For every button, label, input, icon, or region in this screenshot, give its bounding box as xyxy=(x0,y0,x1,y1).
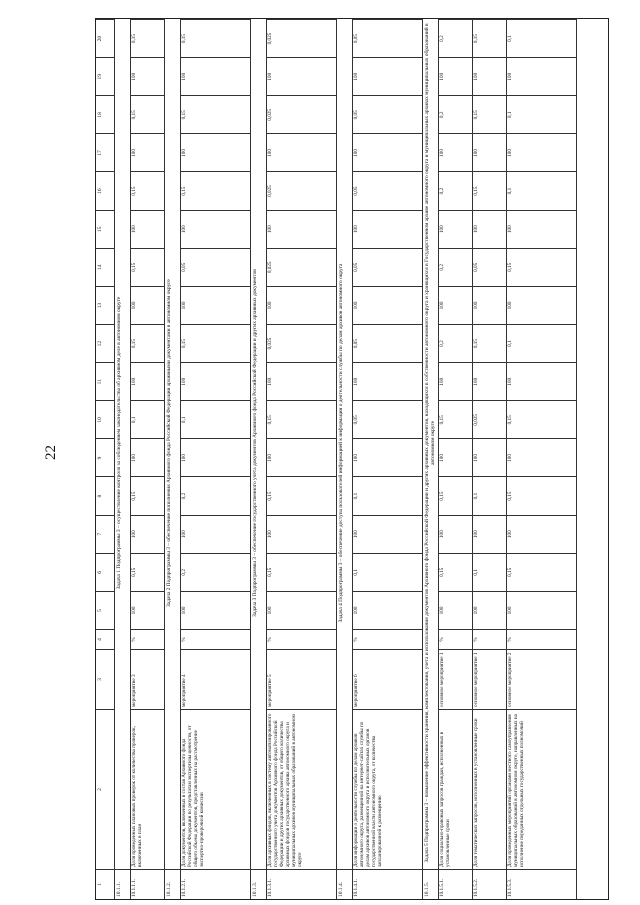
cell-col-4: 4 xyxy=(96,629,114,649)
cell-col-7: 100 xyxy=(180,515,250,553)
cell-col-8: 0,1 xyxy=(352,477,422,515)
cell-col-1: 10.1.3.1. xyxy=(266,869,336,899)
section-row xyxy=(164,19,181,899)
cell-col-14: 0,025 xyxy=(266,248,336,286)
cell-col-4: % xyxy=(266,629,336,649)
section-id: 10.1.1. xyxy=(114,869,130,899)
cell-col-9: 100 xyxy=(266,438,336,476)
table-row xyxy=(130,19,165,899)
cell-col-13: 100 xyxy=(180,286,250,324)
cell-col-12: 0,05 xyxy=(352,324,422,362)
cell-col-14: 0,05 xyxy=(472,248,506,286)
cell-col-20: 20 xyxy=(96,19,114,57)
cell-col-1: 10.1.1.1. xyxy=(130,869,164,899)
cell-col-3: 3 xyxy=(96,649,114,709)
cell-col-14: 14 xyxy=(96,248,114,286)
cell-col-3: мероприятие 5 xyxy=(266,649,336,709)
page-number: 22 xyxy=(43,445,59,460)
cell-col-16: 0,1 xyxy=(506,172,576,210)
cell-col-20: 0,15 xyxy=(130,19,164,57)
table-row xyxy=(266,19,337,899)
cell-col-7: 7 xyxy=(96,515,114,553)
cell-col-19: 100 xyxy=(506,57,576,95)
cell-col-14: 0,05 xyxy=(180,248,250,286)
cell-col-18: 0,1 xyxy=(506,95,576,133)
cell-col-12: 0,15 xyxy=(180,324,250,362)
cell-col-8: 0,15 xyxy=(266,477,336,515)
section-title: Задача 5 Подпрограммы 3 – повышение эффективности хранения, комплектования, учета и использования документов Архивного фонда Российской Федерации и других архивных документов, находящихся в собственности автономного округа и хранящихся в Государственном архиве автономного округа и муниципальных архивах муниципальных образований в автономном округе xyxy=(424,23,436,863)
cell-col-9: 100 xyxy=(438,438,472,476)
cell-col-10: 0,025 xyxy=(472,400,506,438)
cell-col-20: 0,1 xyxy=(506,19,576,57)
cell-col-1: 10.1.2.1. xyxy=(180,869,250,899)
cell-col-17: 17 xyxy=(96,133,114,171)
cell-col-7: 100 xyxy=(266,515,336,553)
table-row xyxy=(506,19,577,899)
cell-col-10: 0,15 xyxy=(438,400,472,438)
cell-col-18: 0,05 xyxy=(352,95,422,133)
cell-col-11: 100 xyxy=(506,362,576,400)
cell-col-10: 0,15 xyxy=(506,400,576,438)
indicator-table xyxy=(95,18,609,900)
cell-col-5: 100 xyxy=(438,591,472,629)
cell-col-17: 100 xyxy=(506,133,576,171)
cell-col-12: 0,025 xyxy=(266,324,336,362)
cell-col-2: 2 xyxy=(96,709,114,869)
section-row xyxy=(114,19,131,899)
section-title: Задача 2 Подпрограммы 3 – обеспечение пополнения Архивного фонда Российской Федерации архивными документами в автономном округе xyxy=(166,279,172,607)
cell-col-15: 100 xyxy=(266,210,336,248)
section-id: 10.1.4. xyxy=(336,869,352,899)
section-id: 10.1.5. xyxy=(422,869,438,899)
cell-col-14: 0,15 xyxy=(130,248,164,286)
cell-col-17: 100 xyxy=(130,133,164,171)
cell-col-9: 100 xyxy=(130,438,164,476)
cell-col-16: 0,025 xyxy=(266,172,336,210)
cell-col-10: 0,05 xyxy=(352,400,422,438)
cell-col-15: 100 xyxy=(180,210,250,248)
cell-col-9: 100 xyxy=(352,438,422,476)
cell-col-4: % xyxy=(438,629,472,649)
cell-col-20: 0,05 xyxy=(352,19,422,57)
cell-col-17: 100 xyxy=(352,133,422,171)
cell-col-6: 6 xyxy=(96,553,114,591)
cell-col-15: 15 xyxy=(96,210,114,248)
cell-col-13: 100 xyxy=(506,286,576,324)
cell-col-17: 100 xyxy=(266,133,336,171)
table-header-row xyxy=(96,19,115,899)
section-title: Задача 3 Подпрограммы 3 – обеспечение государственного учета документов Архивного фонда Российской Федерации и других архивных документов xyxy=(252,269,258,617)
cell-col-4: % xyxy=(472,629,506,649)
cell-col-18: 0,15 xyxy=(130,95,164,133)
cell-col-11: 100 xyxy=(130,362,164,400)
cell-col-13: 100 xyxy=(438,286,472,324)
table-row xyxy=(472,19,507,899)
cell-col-15: 100 xyxy=(506,210,576,248)
section-row xyxy=(250,19,267,899)
cell-col-19: 100 xyxy=(130,57,164,95)
cell-col-7: 100 xyxy=(506,515,576,553)
cell-col-8: 0,15 xyxy=(130,477,164,515)
cell-col-5: 100 xyxy=(266,591,336,629)
section-row xyxy=(336,19,353,899)
cell-col-6: 0,15 xyxy=(506,553,576,591)
cell-col-14: 0,15 xyxy=(506,248,576,286)
cell-col-13: 100 xyxy=(130,286,164,324)
cell-col-2: Доля архивных фондов, включенных в систему автоматизированного государственного учета документов Архивного фонда Российской Федерации и других архивных документов, от общего количества архивных фондов государственного архива автономного округа и муниципальных архивов муниципальных образований в автономном округе xyxy=(266,709,336,869)
section-title: Задача 4 Подпрограммы 3 – обеспечение доступа пользователей информацией к информации о деятельности службы по делам архивов автономного округа xyxy=(338,263,344,623)
section-title: Задача 1 Подпрограммы 3 – осуществление контроля за соблюдением законодательства об архивном деле в автономном округе xyxy=(116,296,122,590)
cell-col-16: 0,15 xyxy=(130,172,164,210)
cell-col-7: 100 xyxy=(472,515,506,553)
cell-col-11: 100 xyxy=(180,362,250,400)
cell-col-2: Доля документов, включенных в состав Архивного фонда Российской Федерации по результатам экспертизы ценности, от общего объема документов, представленных на рассмотрение экспертно-проверочной комиссии xyxy=(180,709,250,869)
cell-col-5: 100 xyxy=(506,591,576,629)
cell-col-16: 0,05 xyxy=(352,172,422,210)
cell-col-19: 100 xyxy=(472,57,506,95)
cell-col-4: % xyxy=(506,629,576,649)
table-row xyxy=(438,19,473,899)
cell-col-4: % xyxy=(130,629,164,649)
table-row xyxy=(180,19,251,899)
cell-col-8: 0,2 xyxy=(180,477,250,515)
cell-col-12: 0,15 xyxy=(472,324,506,362)
cell-col-15: 100 xyxy=(130,210,164,248)
cell-col-1: 10.1.5.2. xyxy=(472,869,506,899)
cell-col-3: мероприятие 3 xyxy=(130,649,164,709)
cell-col-16: 0,15 xyxy=(180,172,250,210)
cell-col-7: 100 xyxy=(130,515,164,553)
cell-col-20: 0,15 xyxy=(472,19,506,57)
cell-col-10: 0,1 xyxy=(130,400,164,438)
cell-col-6: 0,2 xyxy=(180,553,250,591)
cell-col-9: 100 xyxy=(472,438,506,476)
cell-col-8: 8 xyxy=(96,477,114,515)
cell-col-1: 10.1.5.1. xyxy=(438,869,472,899)
cell-col-6: 0,15 xyxy=(130,553,164,591)
cell-col-10: 0,15 xyxy=(266,400,336,438)
cell-col-17: 100 xyxy=(472,133,506,171)
section-id: 10.1.2. xyxy=(164,869,180,899)
cell-col-8: 0,1 xyxy=(472,477,506,515)
cell-col-8: 0,15 xyxy=(438,477,472,515)
cell-col-11: 100 xyxy=(352,362,422,400)
cell-col-2: Доля социально-правовых запросов граждан, исполненных в установленные сроки xyxy=(438,709,472,869)
cell-col-1: 1 xyxy=(96,869,114,899)
cell-col-13: 100 xyxy=(352,286,422,324)
cell-col-10: 10 xyxy=(96,400,114,438)
section-id: 10.1.3. xyxy=(250,869,266,899)
cell-col-16: 16 xyxy=(96,172,114,210)
cell-col-19: 100 xyxy=(438,57,472,95)
section-row xyxy=(422,19,439,899)
cell-col-2: Доля проведенных мероприятий органами местного самоуправления муниципальных образований в автономном округе, направленных на исполнение переданных отдельных государственных полномочий xyxy=(506,709,576,869)
cell-col-3: основное мероприятие 1 xyxy=(438,649,472,709)
cell-col-12: 0,15 xyxy=(130,324,164,362)
cell-col-18: 0,15 xyxy=(180,95,250,133)
cell-col-14: 0,2 xyxy=(438,248,472,286)
cell-col-15: 100 xyxy=(472,210,506,248)
cell-col-20: 0,15 xyxy=(180,19,250,57)
cell-col-13: 13 xyxy=(96,286,114,324)
cell-col-11: 100 xyxy=(472,362,506,400)
cell-col-5: 100 xyxy=(130,591,164,629)
cell-col-14: 0,05 xyxy=(352,248,422,286)
cell-col-6: 0,1 xyxy=(472,553,506,591)
cell-col-5: 100 xyxy=(352,591,422,629)
cell-col-17: 100 xyxy=(180,133,250,171)
cell-col-12: 0,1 xyxy=(506,324,576,362)
cell-col-15: 100 xyxy=(352,210,422,248)
cell-col-9: 9 xyxy=(96,438,114,476)
cell-col-4: % xyxy=(352,629,422,649)
cell-col-3: основное мероприятие 1 xyxy=(472,649,506,709)
cell-col-19: 100 xyxy=(352,57,422,95)
cell-col-1: 10.1.5.3. xyxy=(506,869,576,899)
cell-col-9: 100 xyxy=(506,438,576,476)
cell-col-2: Доля проведенных плановых проверок от количества проверок, включенных в план xyxy=(130,709,164,869)
cell-col-19: 100 xyxy=(266,57,336,95)
cell-col-6: 0,1 xyxy=(352,553,422,591)
cell-col-20: 0,025 xyxy=(266,19,336,57)
cell-col-3: основное мероприятие 2 xyxy=(506,649,576,709)
cell-col-11: 100 xyxy=(266,362,336,400)
cell-col-7: 100 xyxy=(438,515,472,553)
cell-col-20: 0,2 xyxy=(438,19,472,57)
cell-col-12: 0,2 xyxy=(438,324,472,362)
cell-col-10: 0,1 xyxy=(180,400,250,438)
cell-col-1: 10.1.4.1. xyxy=(352,869,422,899)
cell-col-13: 100 xyxy=(266,286,336,324)
cell-col-3: мероприятие 4 xyxy=(180,649,250,709)
table-row xyxy=(352,19,423,899)
cell-col-18: 18 xyxy=(96,95,114,133)
cell-col-2: Доля информации о деятельности службы по делам архивов автономного округа, размещенной на интернет-сайтах службы по делам архивов автономного округа и исполнительных органов государственной власти автономного округа, от количества запланированной к размещению xyxy=(352,709,422,869)
cell-col-3: мероприятие 6 xyxy=(352,649,422,709)
cell-col-5: 100 xyxy=(180,591,250,629)
cell-col-8: 0,15 xyxy=(506,477,576,515)
cell-col-16: 0,15 xyxy=(472,172,506,210)
cell-col-6: 0,15 xyxy=(266,553,336,591)
cell-col-4: % xyxy=(180,629,250,649)
cell-col-19: 100 xyxy=(180,57,250,95)
cell-col-18: 0,15 xyxy=(472,95,506,133)
cell-col-19: 19 xyxy=(96,57,114,95)
cell-col-7: 100 xyxy=(352,515,422,553)
cell-col-6: 0,15 xyxy=(438,553,472,591)
cell-col-5: 5 xyxy=(96,591,114,629)
cell-col-5: 100 xyxy=(472,591,506,629)
cell-col-9: 100 xyxy=(180,438,250,476)
cell-col-17: 100 xyxy=(438,133,472,171)
cell-col-18: 0,025 xyxy=(266,95,336,133)
cell-col-2: Доля тематических запросов, исполненных в установленные сроки xyxy=(472,709,506,869)
cell-col-11: 11 xyxy=(96,362,114,400)
cell-col-18: 0,2 xyxy=(438,95,472,133)
cell-col-15: 100 xyxy=(438,210,472,248)
cell-col-13: 100 xyxy=(472,286,506,324)
cell-col-12: 12 xyxy=(96,324,114,362)
cell-col-11: 100 xyxy=(438,362,472,400)
cell-col-16: 0,2 xyxy=(438,172,472,210)
